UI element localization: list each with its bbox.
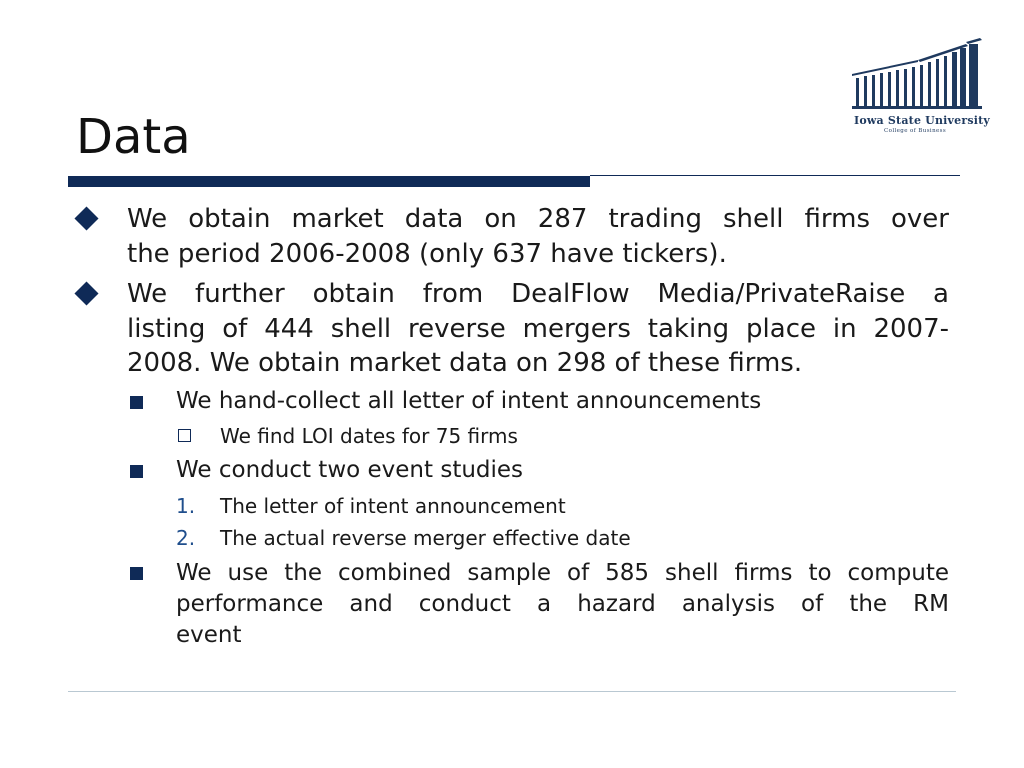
footer-rule xyxy=(68,691,956,692)
title-rule-thin xyxy=(590,175,960,176)
logo-university-name: Iowa State University xyxy=(854,114,990,127)
sub-bullet-event-studies xyxy=(176,455,949,486)
bullet-2-line-2: listing of 444 shell reverse mergers taking place in 2007- xyxy=(127,313,949,344)
sub-bullet-event-studies-text: We conduct two event studies xyxy=(176,457,524,483)
sub-bullet-combined-line-2: performance and conduct a hazard analysis of the RM xyxy=(176,591,949,617)
university-logo xyxy=(848,38,988,138)
sub-bullet-hand-collect xyxy=(176,386,949,417)
bullet-1-line-2: the period 2006-2008 (only 637 have tickers). xyxy=(127,238,727,269)
sub-bullet-combined-sample xyxy=(176,558,949,651)
sub-bullet-combined-line-1: We use the combined sample of 585 shell firms to compute xyxy=(176,560,949,586)
sub-bullet-combined-line-3: event xyxy=(176,622,242,648)
square-bullet-icon xyxy=(130,567,143,580)
building-columns-icon xyxy=(848,38,988,114)
logo-college-name: College of Business xyxy=(884,128,947,134)
bullet-1-line-1: We obtain market data on 287 trading shell firms over xyxy=(127,204,949,234)
diamond-bullet-icon xyxy=(74,206,98,230)
diamond-bullet-icon xyxy=(74,281,98,305)
bullet-2 xyxy=(127,277,949,381)
list-number: 2. xyxy=(176,526,196,550)
numbered-item-loi-announcement: The letter of intent announcement xyxy=(220,494,566,518)
slide-title: Data xyxy=(76,109,191,165)
bullet-2-line-1: We further obtain from DealFlow Media/PrivateRaise a xyxy=(127,279,949,309)
title-rule-thick xyxy=(68,176,590,187)
sub-bullet-hand-collect-text: We hand-collect all letter of intent announcements xyxy=(176,388,762,414)
square-bullet-icon xyxy=(130,396,143,409)
numbered-item-effective-date: The actual reverse merger effective date xyxy=(220,526,631,550)
list-number: 1. xyxy=(176,494,196,518)
bullet-1 xyxy=(127,202,949,271)
sub-sub-bullet-loi: We find LOI dates for 75 firms xyxy=(220,424,518,448)
square-bullet-icon xyxy=(130,465,143,478)
hollow-square-bullet-icon xyxy=(178,429,191,442)
bullet-2-line-3: 2008. We obtain market data on 298 of these firms. xyxy=(127,348,803,378)
